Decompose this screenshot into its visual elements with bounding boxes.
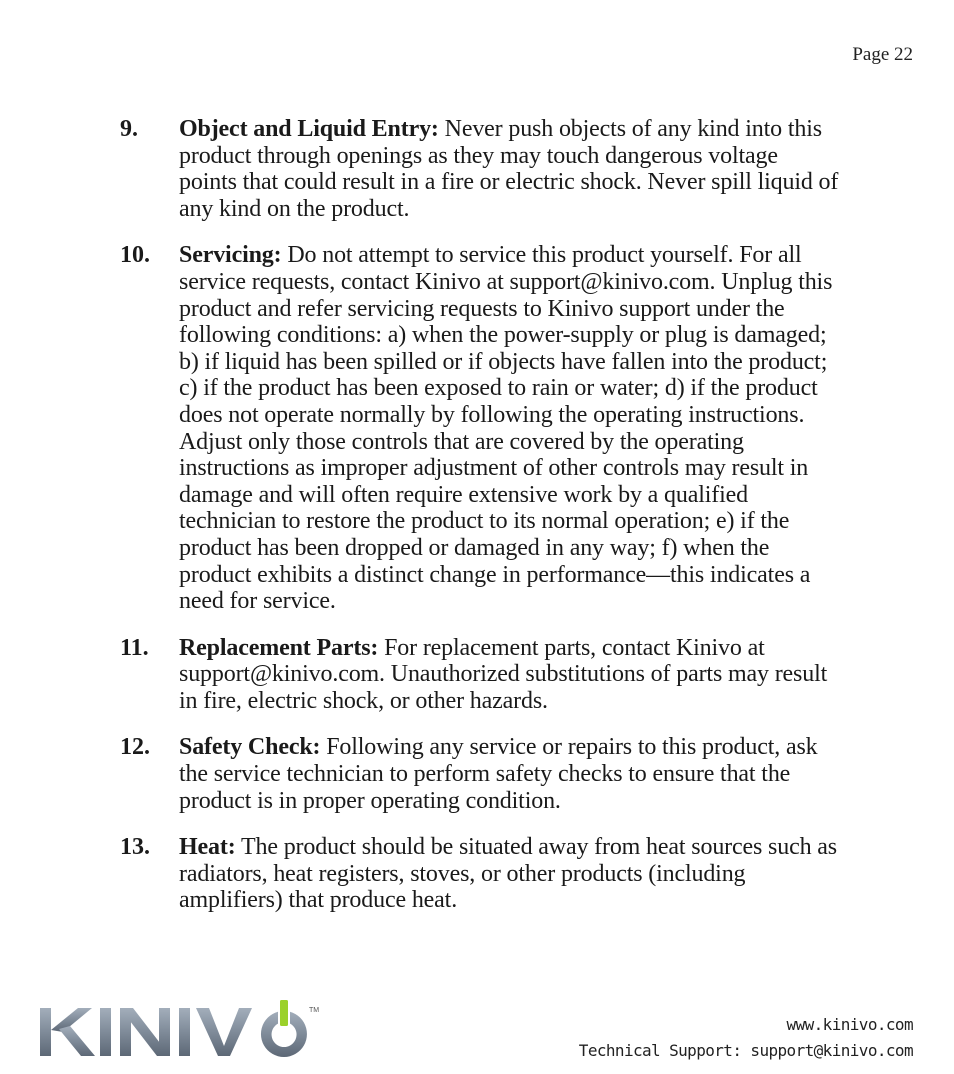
item-title: Heat: xyxy=(179,834,236,861)
item-number: 9. xyxy=(120,116,138,142)
item-title: Replacement Parts: xyxy=(179,634,379,661)
list-item xyxy=(120,834,840,914)
item-body xyxy=(179,834,840,914)
item-description: Following any service or repairs to this product, ask the service technician to perform safety checks to ensure that the product is in proper operating condition. xyxy=(179,734,818,814)
footer-contact xyxy=(579,1012,913,1064)
logo-accent-mark xyxy=(280,1000,288,1026)
item-title: Safety Check: xyxy=(179,734,321,761)
item-body xyxy=(179,635,840,715)
support-contact: Technical Support: support@kinivo.com xyxy=(578,1041,913,1060)
list-item xyxy=(120,635,840,715)
page-number: Page 22 xyxy=(852,44,913,65)
item-number: 13. xyxy=(120,834,150,861)
item-title: Object and Liquid Entry: xyxy=(179,116,439,142)
safety-instructions-list xyxy=(120,116,840,934)
item-description: For replacement parts, contact Kinivo at support@kinivo.com. Unauthorized substitutions of parts may result in fire, electric shock, or other hazards. xyxy=(179,634,828,714)
list-item xyxy=(120,116,840,222)
item-number: 10. xyxy=(120,242,150,269)
item-description: Do not attempt to service this product yourself. For all service requests, contact Kinivo at support@kinivo.com. Unplug this product and refer servicing requests to Kinivo support under the following conditions: a) when the power-supply or plug is damaged; b) if liquid has been spilled or if objects have fallen into the product; c) if the product has been exposed to rain or water; d) if the product does not operate normally by following the operating instructions. Adjust only those controls that are covered by the operating instructions as improper adjustment of other controls may result in damage and will often require extensive work by a qualified technician to restore the product to its normal operation; e) if the product has been dropped or damaged in any way; f) when the product exhibits a distinct change in performance—this indicates a need for service. xyxy=(179,242,833,615)
item-description: Never push objects of any kind into this product through openings as they may touch dangerous voltage points that could result in a fire or electric shock. Never spill liquid of any kind on the product. xyxy=(179,116,839,222)
item-body xyxy=(179,116,840,222)
trademark-symbol: TM xyxy=(309,1007,320,1014)
item-number: 11. xyxy=(120,634,149,661)
item-body xyxy=(179,242,840,614)
list-item xyxy=(120,242,840,614)
item-number: 12. xyxy=(120,734,150,761)
item-description: The product should be situated away from heat sources such as radiators, heat registers, stoves, or other products (including amplifiers) that produce heat. xyxy=(179,834,837,914)
list-item xyxy=(120,734,840,814)
kinivo-logo xyxy=(38,998,320,1062)
item-title: Servicing: xyxy=(179,242,282,269)
item-body xyxy=(179,734,840,814)
website-link: www.kinivo.com xyxy=(786,1015,913,1034)
